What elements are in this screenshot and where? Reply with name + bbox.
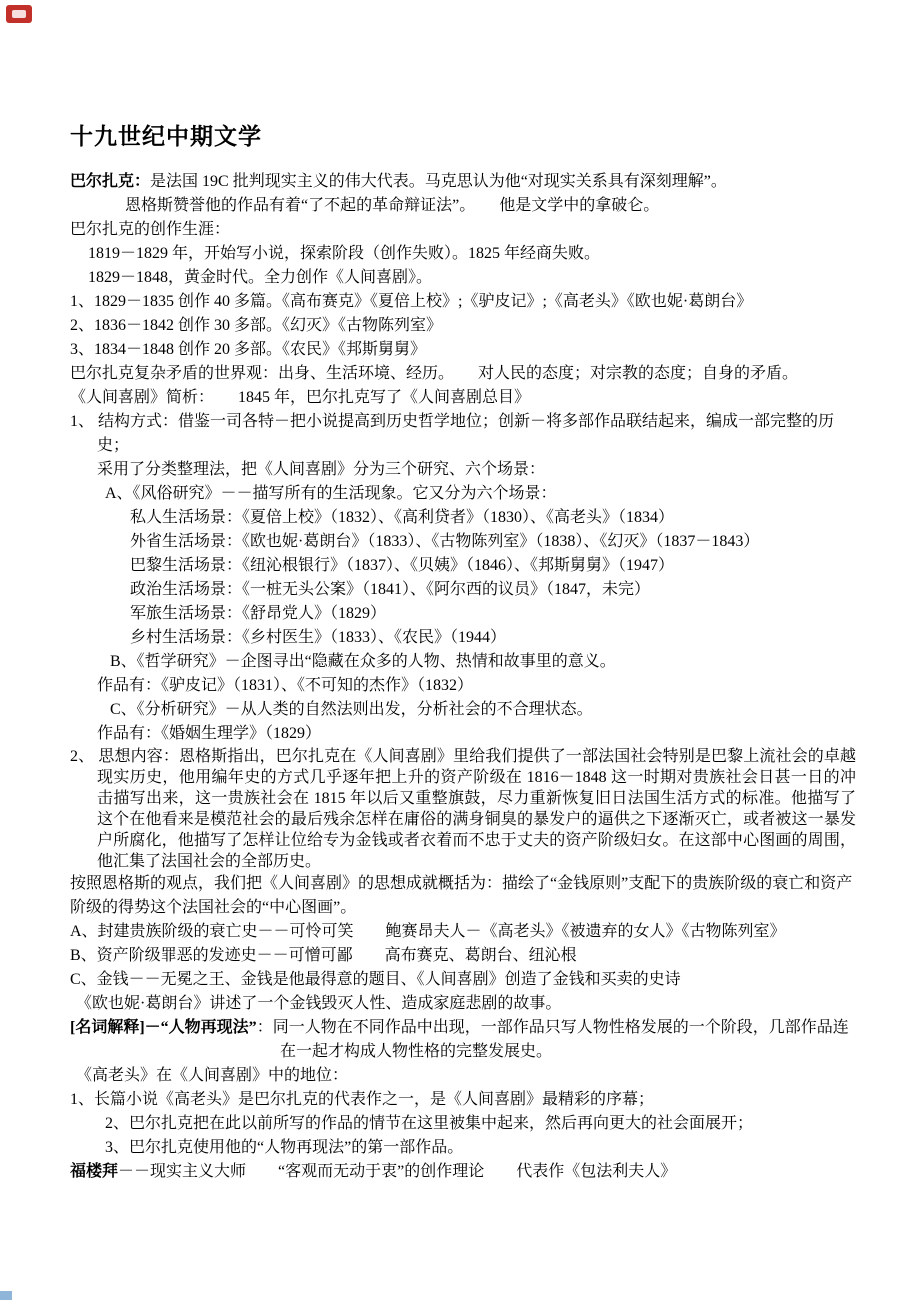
text-run: 按照恩格斯的观点，我们把《人间喜剧》的思想成就概括为：描绘了“金钱原则”支配下的贵族阶级的衰亡和资产阶级的得势这个法国社会的“中心图画”。 xyxy=(70,875,853,916)
text-run: －－现实主义大师 “客观而无动于衷”的创作理论 代表作《包法利夫人》 xyxy=(118,1163,677,1180)
paragraph xyxy=(70,674,856,698)
paragraph xyxy=(70,530,856,554)
paragraph xyxy=(70,650,856,674)
paragraph xyxy=(70,746,856,872)
paragraph xyxy=(70,554,856,578)
text-run: 巴尔扎克的创作生涯： xyxy=(70,221,231,238)
text-run: 军旅生活场景：《舒昂党人》（1829） xyxy=(130,605,387,622)
paragraph xyxy=(70,968,856,992)
text-run: 作品有：《驴皮记》（1831）、《不可知的杰作》（1832） xyxy=(97,677,474,694)
paragraph xyxy=(70,602,856,626)
text-run: 1819－1829 年，开始写小说，探索阶段（创作失败）。1825 年经商失败。 xyxy=(88,245,601,262)
text-run: C、《分析研究》－从人类的自然法则出发，分析社会的不合理状态。 xyxy=(110,701,593,718)
paragraph xyxy=(70,506,856,530)
text-run: 采用了分类整理法，把《人间喜剧》分为三个研究、六个场景： xyxy=(97,461,546,478)
text-run: C、金钱－－无冕之王、金钱是他最得意的题目、《人间喜剧》创造了金钱和买卖的史诗 xyxy=(70,971,681,988)
text-run: 2、巴尔扎克把在此以前所写的作品的情节在这里被集中起来，然后再向更大的社会面展开； xyxy=(105,1115,754,1132)
paragraph xyxy=(70,314,856,338)
text-run: A、《风俗研究》－－描写所有的生活现象。它又分为六个场景： xyxy=(105,485,557,502)
document-body xyxy=(70,170,856,1184)
paragraph xyxy=(70,722,856,746)
text-run: 恩格斯赞誉他的作品有着“了不起的革命辩证法”。 他是文学中的拿破仑。 xyxy=(125,197,660,214)
paragraph xyxy=(70,992,856,1016)
paragraph xyxy=(70,1016,856,1064)
bold-text: “人物再现法” xyxy=(160,1019,257,1036)
text-run: B、《哲学研究》－企图寻出“隐藏在众多的人物、热情和故事里的意义。 xyxy=(110,653,616,670)
bold-text: 巴尔扎克： xyxy=(70,173,151,190)
text-run: 乡村生活场景：《乡村医生》（1833）、《农民》（1944） xyxy=(130,629,507,646)
text-run: B、资产阶级罪恶的发迹史－－可憎可鄙 高布赛克、葛朗台、纽沁根 xyxy=(70,947,577,964)
text-run: 2、1836－1842 创作 30 多部。《幻灭》《古物陈列室》 xyxy=(70,317,443,334)
page-title: 十九世纪中期文学 xyxy=(70,124,262,149)
paragraph xyxy=(70,698,856,722)
paragraph xyxy=(70,410,856,458)
paragraph xyxy=(70,290,856,314)
text-run: 外省生活场景：《欧也妮·葛朗台》（1833）、《古物陈列室》（1838）、《幻灭》（1837－1843） xyxy=(130,533,760,550)
site-logo-icon xyxy=(6,5,32,23)
text-run: 1、 结构方式：借鉴一司各特－把小说提高到历史哲学地位；创新－将多部作品联结起来，编成一部完整的历史； xyxy=(70,413,835,454)
text-run: 私人生活场景：《夏倍上校》（1832）、《高利贷者》（1830）、《高老头》（1834） xyxy=(130,509,675,526)
text-run: A、封建贵族阶级的衰亡史－－可怜可笑 鲍赛昂夫人－《高老头》《被遗弃的女人》《古物陈列室》 xyxy=(70,923,786,940)
paragraph xyxy=(70,1136,856,1160)
paragraph xyxy=(70,482,856,506)
text-run: 1829－1848，黄金时代。全力创作《人间喜剧》。 xyxy=(88,269,433,286)
paragraph xyxy=(70,338,856,362)
text-run: 3、巴尔扎克使用他的“人物再现法”的第一部作品。 xyxy=(105,1139,464,1156)
text-run: 1、长篇小说《高老头》是巴尔扎克的代表作之一，是《人间喜剧》最精彩的序幕； xyxy=(70,1091,655,1108)
text-run: 《人间喜剧》简析： 1845 年，巴尔扎克写了《人间喜剧总目》 xyxy=(70,389,531,406)
paragraph xyxy=(70,194,856,218)
paragraph xyxy=(70,920,856,944)
paragraph xyxy=(70,266,856,290)
paragraph xyxy=(70,362,856,386)
page-corner-artifact xyxy=(0,1291,12,1300)
paragraph xyxy=(70,1088,856,1112)
bold-text: [名词解释]－ xyxy=(70,1019,161,1036)
text-run: 政治生活场景：《一桩无头公案》（1841）、《阿尔西的议员》（1847，未完） xyxy=(130,581,651,598)
text-run: 《高老头》在《人间喜剧》中的地位： xyxy=(76,1067,349,1084)
text-run: 是法国 19C 批判现实主义的伟大代表。马克思认为他“对现实关系具有深刻理解”。 xyxy=(150,173,727,190)
text-run: 巴尔扎克复杂矛盾的世界观：出身、生活环境、经历。 对人民的态度；对宗教的态度；自身的矛盾。 xyxy=(70,365,799,382)
text-run: 巴黎生活场景：《纽沁根银行》（1837）、《贝姨》（1846）、《邦斯舅舅》（1947） xyxy=(130,557,675,574)
text-run: 2、 思想内容：恩格斯指出，巴尔扎克在《人间喜剧》里给我们提供了一部法国社会特别是巴黎上流社会的卓越现实历史，他用编年史的方式几乎逐年把上升的资产阶级在 1816－1848 这一时期对贵族社会日甚一日的冲击描写出来，这一贵族社会在 1815 年以后又重整旗鼓，尽力重新恢复旧日法国生活方式的标准。他描写了这个在他看来是模范社会的最后残余怎样在庸俗的满身铜臭的暴发户的逼供之下逐渐灭亡，或者被这一暴发户所腐化，他描写了怎样让位给专为金钱或者衣着而不忠于丈夫的资产阶级妇女。在这部中心图画的周围，他汇集了法国社会的全部历史。 xyxy=(70,748,856,870)
document-content xyxy=(70,122,856,1184)
text-run: ：同一人物在不同作品中出现，一部作品只写人物性格发展的一个阶段，几部作品连在一起才构成人物性格的完整发展史。 xyxy=(256,1019,849,1060)
paragraph xyxy=(70,626,856,650)
paragraph xyxy=(70,218,856,242)
paragraph xyxy=(70,386,856,410)
paragraph xyxy=(70,458,856,482)
text-run: 作品有：《婚姻生理学》（1829） xyxy=(97,725,322,742)
paragraph xyxy=(70,1112,856,1136)
paragraph xyxy=(70,578,856,602)
paragraph xyxy=(70,170,856,194)
text-run: 1、1829－1835 创作 40 多篇。《高布赛克》《夏倍上校》;《驴皮记》;《高老头》《欧也妮·葛朗台》 xyxy=(70,293,753,310)
paragraph xyxy=(70,872,856,920)
paragraph xyxy=(70,242,856,266)
paragraph xyxy=(70,1064,856,1088)
text-run: 3、1834－1848 创作 20 多部。《农民》《邦斯舅舅》 xyxy=(70,341,427,358)
paragraph xyxy=(70,1160,856,1184)
bold-text: 福楼拜 xyxy=(70,1163,119,1180)
paragraph xyxy=(70,944,856,968)
text-run: 《欧也妮·葛朗台》讲述了一个金钱毁灭人性、造成家庭悲剧的故事。 xyxy=(76,995,562,1012)
